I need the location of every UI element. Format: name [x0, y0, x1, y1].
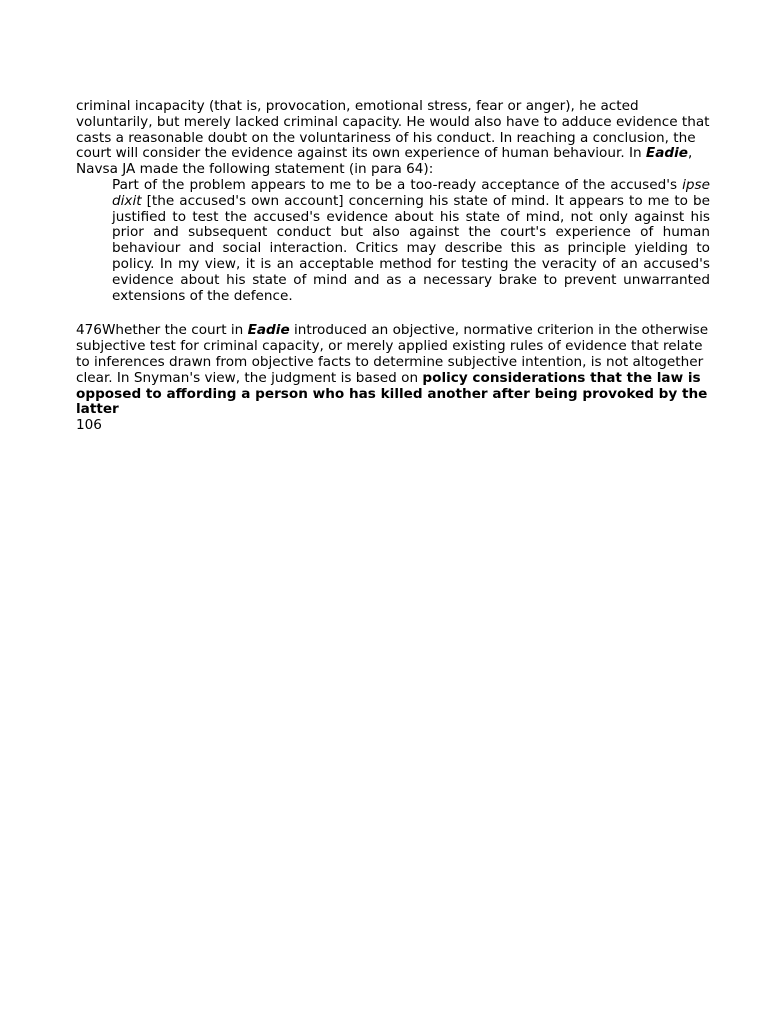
page-number: 106 — [76, 417, 102, 434]
numbered-paragraph — [76, 323, 710, 418]
paragraph-number: 476 — [76, 322, 102, 339]
paragraph-text: criminal incapacity (that is, provocation, emotional stress, fear or anger), he acted voluntarily, but merely lacked criminal capacity. He would also have to adduce evidence that casts a reasonable doubt on the voluntariness of his conduct. In reaching a conclusion, the court will consider the evidence against its own experience of human behaviour. In — [76, 98, 710, 162]
block-quote — [112, 178, 710, 304]
document-page — [76, 99, 710, 434]
paragraph-text: introduced an objective, normative criterion in the otherwise subjective test for criminal capacity, or merely applied existing rules of evidence that relate to inferences drawn from objective facts to determine subjective intention, is not altogether clear. In Snyman's view, the judgment is based on — [76, 322, 709, 386]
case-name: Eadie — [645, 145, 688, 162]
paragraph-spacer — [76, 304, 710, 323]
latin-term: ipse dixit — [112, 176, 710, 209]
body-paragraph — [76, 99, 710, 178]
case-name: Eadie — [247, 322, 290, 339]
quote-text: Part of the problem appears to me to be a too-ready acceptance of the accused's — [112, 176, 683, 193]
quote-text: [the accused's own account] concerning his state of mind. It appears to me to be justified to test the accused's evidence about his state of mind, not only against his prior and subsequent conduct but also against the court's experience of human behaviour and social interaction. Critics may describe this as principle yielding to policy. In my view, it is an acceptable method for testing the veracity of an accused's evidence about his state of mind and as a necessary brake to prevent unwarranted extensions of the defence. — [112, 192, 710, 304]
paragraph-text: Whether the court in — [101, 322, 248, 339]
emphasized-text: policy considerations that the law is opposed to affording a person who has killed another after being provoked by the latter — [76, 369, 708, 418]
paragraph-text: , Navsa JA made the following statement (in para 64): — [76, 145, 693, 178]
